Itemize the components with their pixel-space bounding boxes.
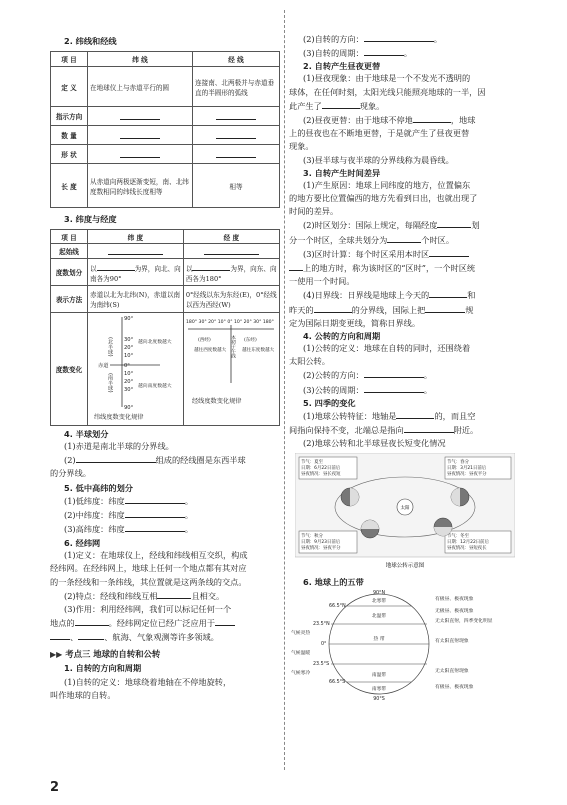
- zone-label: 北寒带: [371, 599, 387, 605]
- line-text: 个时区。: [421, 234, 455, 245]
- diagram-caption: 地球公转示意图: [385, 563, 425, 570]
- punct: 。: [184, 495, 193, 506]
- climate-label: 气候炎热: [291, 631, 311, 637]
- line-text: ，地球: [450, 115, 476, 126]
- fill-blank[interactable]: [204, 245, 259, 255]
- diagram-caption: 经线度数变化规律: [191, 398, 242, 405]
- zone-note: 无太阳直射，四季变化明显: [435, 619, 493, 625]
- fill-blank[interactable]: [364, 368, 424, 378]
- paragraph-line: 的分界线。: [50, 468, 91, 479]
- paragraph-line: (3)作用：利用经纬网，我们可以标记任何一个: [64, 604, 232, 615]
- tick-label: 90°: [124, 316, 134, 322]
- line-text: 和: [467, 290, 476, 301]
- box-text: 节气：春分: [447, 460, 469, 466]
- paragraph-line: [289, 113, 519, 127]
- paragraph-line: [289, 99, 519, 113]
- box-text: 昼夜情况：昼夜平分: [447, 472, 487, 478]
- box-text: 昼夜情况：昼长夜短: [301, 472, 341, 478]
- line-text: (2)时区划分：国际上规定，每隔经度: [303, 220, 438, 231]
- fill-blank[interactable]: [120, 110, 160, 120]
- paragraph-line: [289, 261, 519, 275]
- box-text: 日期：6月22日前后: [301, 466, 341, 472]
- right-column: [289, 0, 519, 706]
- earth-icon: [434, 518, 452, 536]
- punct: 。: [403, 48, 412, 59]
- line-text: 间指向保持不变，北端总是指向: [289, 425, 404, 436]
- punct: 。: [433, 34, 442, 44]
- fill-blank[interactable]: [125, 508, 185, 518]
- paragraph-line: [50, 589, 280, 603]
- earth-icon: [341, 488, 359, 506]
- tick-label: 10°: [124, 371, 134, 377]
- fill-blank[interactable]: [387, 233, 421, 243]
- paragraph-line: (1)定义：在地球仪上，经线和纬线相互交织，构成: [64, 550, 248, 561]
- cell-text: 为界，向东、向西各为180°: [185, 265, 277, 283]
- line-text: 组成的经线圈是东西半球: [155, 455, 246, 466]
- paragraph-line: 现象。: [289, 141, 314, 152]
- zone-note: 有极昼、极夜现象: [435, 597, 474, 603]
- zone-line-label: 90°N: [372, 591, 386, 597]
- item-label: (2)中纬度：: [64, 509, 109, 520]
- zone-line-label: 23.5°S: [313, 662, 330, 668]
- cell-text: 以: [185, 265, 193, 273]
- paragraph-line: [289, 288, 519, 302]
- paragraph-line: (2)地球公转和北半球昼夜长短变化情况: [303, 438, 446, 449]
- box-text: 日期：9月23日前后: [301, 540, 341, 546]
- fill-blank[interactable]: [97, 261, 135, 271]
- row-label: 度数变化: [51, 313, 88, 426]
- trend-note: 越向南度数越大: [138, 384, 172, 389]
- climate-label: 气候温暖: [291, 651, 311, 657]
- zone-line-label: 66.5°N: [329, 604, 346, 610]
- section-title: 2. 自转产生昼夜更替: [303, 61, 381, 72]
- fill-blank[interactable]: [50, 630, 70, 640]
- fill-blank[interactable]: [76, 453, 156, 463]
- box-text: 节气：秋分: [301, 534, 323, 540]
- fill-blank[interactable]: [437, 218, 471, 228]
- paragraph-line: 一使用一个时间。: [289, 276, 355, 287]
- paragraph-line: (1)公转的定义：地球在自转的同时，还围绕着: [303, 343, 471, 354]
- cell-text: 以: [90, 265, 97, 273]
- zone-line-label: 90°S: [373, 697, 385, 703]
- item-label: (3)高纬度：: [64, 524, 109, 535]
- fill-blank[interactable]: [289, 261, 303, 271]
- fill-blank[interactable]: [364, 46, 404, 56]
- fill-blank[interactable]: [216, 129, 256, 139]
- zone-note: 有极昼、极夜现象: [435, 685, 474, 691]
- orbit-diagram: [295, 453, 515, 571]
- paragraph-line: 上的昼夜也在不断地更替，于是就产生了昼夜更替: [289, 128, 470, 139]
- row-label: 度数划分: [51, 259, 88, 286]
- line-text: 。经纬网定位已经广泛应用于: [108, 618, 216, 629]
- punct: 。: [184, 509, 193, 520]
- item-prefix: (2): [64, 455, 76, 466]
- line-text: 附近。: [453, 425, 479, 436]
- fill-blank[interactable]: [215, 616, 235, 626]
- page-number: 2: [50, 780, 60, 795]
- longitude-diagram: [184, 313, 278, 423]
- paragraph-line: [289, 409, 519, 423]
- earth-icon: [451, 488, 469, 506]
- paragraph-line: [289, 218, 519, 232]
- hemisphere-label: (北半球): [107, 337, 113, 357]
- paragraph-line: [289, 32, 519, 46]
- zone-label: 热 带: [373, 637, 385, 643]
- paragraph-line: 经纬网。在经纬网上，地球上任何一个地点都有其对应: [50, 563, 247, 574]
- fill-blank[interactable]: [108, 245, 163, 255]
- earth-icon: [361, 520, 379, 538]
- box-text: 节气：冬至: [447, 534, 469, 540]
- cell-text: 为界，向北、向南各为90°: [90, 265, 181, 283]
- section-title: 2. 纬线和经线: [64, 36, 117, 46]
- fill-blank[interactable]: [120, 129, 160, 139]
- table-cell: 在地球仪上与赤道平行的圆: [88, 67, 193, 107]
- paragraph-line: [50, 453, 280, 467]
- line-text: 且相交。: [191, 590, 225, 601]
- fill-blank[interactable]: [429, 288, 467, 298]
- paragraph-line: 的地方要比位置偏西的地方先看到日出，也就出现了: [289, 193, 478, 204]
- paragraph-line: 的一条经线和一条纬线，其位置就是这两条线的交点。: [50, 576, 247, 587]
- fill-blank[interactable]: [404, 423, 454, 433]
- paragraph-line: [50, 508, 280, 522]
- paragraph-line: [289, 383, 519, 397]
- equator-label: 赤道: [98, 363, 109, 369]
- line-text: 昨天的: [289, 304, 314, 315]
- line-text: (4)日界线：日界线是地球上今天的: [303, 290, 430, 301]
- fill-blank[interactable]: [396, 409, 434, 419]
- section-title: 4. 半球划分: [64, 429, 109, 439]
- lat-lon-degree-table: [50, 229, 280, 426]
- fill-blank[interactable]: [125, 494, 185, 504]
- zone-note: 无太阳直射现象: [435, 669, 469, 675]
- zone-label: 北温带: [371, 614, 387, 620]
- row-label: 形 状: [51, 145, 88, 164]
- paragraph-line: [289, 46, 519, 60]
- fill-blank[interactable]: [78, 630, 104, 640]
- prime-meridian-label: 本初子午线: [230, 335, 236, 358]
- fill-blank[interactable]: [314, 303, 352, 313]
- row-label: 指示方向: [51, 107, 88, 126]
- table-header: 纬 线: [88, 52, 193, 67]
- tick-label: 30°: [124, 387, 134, 393]
- box-text: 昼夜情况：昼短夜长: [447, 546, 487, 552]
- table-header: 经 线: [193, 52, 280, 67]
- table-cell: 相等: [193, 164, 280, 208]
- tick-label: 30°: [124, 337, 134, 343]
- line-text: 划: [471, 220, 480, 231]
- table-header: 纬 度: [88, 230, 184, 244]
- line-text: (3)区时计算：每个时区采用本时区: [303, 248, 430, 259]
- trend-note: 越往西度数越大: [193, 348, 226, 353]
- table-cell: 连接南、北两极并与赤道垂直的半圆形的弧线: [193, 67, 280, 107]
- zone-note: 有太阳直射现象: [435, 639, 469, 645]
- hemisphere-label: (西经): [197, 338, 211, 343]
- paragraph-line: [289, 368, 519, 382]
- box-text: 日期：3月21日前后: [447, 466, 487, 472]
- paragraph-line: [50, 522, 280, 536]
- fill-blank[interactable]: [216, 110, 256, 120]
- section-title: 3. 纬度与经度: [64, 214, 117, 224]
- line-text: (2)特点：经线和纬线互相: [64, 590, 158, 601]
- line-text: 的分界线，国际上把: [351, 304, 426, 315]
- hemisphere-label: (南半球): [107, 373, 113, 393]
- line-text: 、航海、气象观测等许多领域。: [104, 632, 219, 643]
- tick-label: 90°: [124, 405, 134, 411]
- paragraph-line: [289, 423, 519, 437]
- table-cell: 0°经线以东为东经(E)，0°经线以西为西经(W): [183, 286, 279, 313]
- punct: 。: [184, 524, 193, 535]
- paragraph-line: (1)产生原因：地球上同纬度的地方，位置偏东: [303, 179, 471, 190]
- paragraph-line: 定为国际日期变更线，简称日界线。: [289, 317, 421, 328]
- line-text: (2)昼夜更替：由于地球不停地: [303, 115, 413, 126]
- fill-blank[interactable]: [216, 148, 256, 158]
- line-text: 分一个时区，全球共划分为: [289, 234, 388, 245]
- tick-label: 180° 30° 20° 10° 0° 10° 20° 30° 180°: [185, 320, 274, 325]
- line-text: 现象。: [359, 100, 385, 111]
- line-text: 上的地方时，称为该时区的“区时”，一个时区统: [303, 263, 476, 274]
- lat-lon-line-table: [50, 51, 280, 208]
- row-label: 长 度: [51, 164, 88, 208]
- fill-blank[interactable]: [364, 383, 424, 393]
- tick-label: 10°: [124, 353, 134, 359]
- fill-blank[interactable]: [364, 32, 434, 42]
- fill-blank[interactable]: [125, 522, 185, 532]
- section-title: 5. 四季的变化: [303, 397, 356, 408]
- sun-label: 太阳: [400, 506, 410, 512]
- line-text: (3)公转的周期：: [303, 384, 364, 395]
- paragraph-line: 太阳公转。: [289, 356, 330, 367]
- paragraph-line: [50, 616, 280, 630]
- climate-label: 气候寒冷: [291, 671, 311, 677]
- paragraph-line: 叫作地球的自转。: [50, 689, 116, 700]
- paragraph-line: 球体，在任何时刻，太阳光线只能照亮地球的一半，因: [289, 86, 486, 97]
- column-divider: [284, 10, 285, 770]
- zone-label: 南温带: [371, 673, 387, 679]
- section-title: 4. 公转的方向和周期: [303, 331, 381, 342]
- fill-blank[interactable]: [429, 247, 469, 257]
- fill-blank[interactable]: [120, 148, 160, 158]
- section-title: 6. 地球上的五带: [303, 577, 364, 588]
- paragraph-line: (1)昼夜现象：由于地球是一个不发光不透明的: [303, 73, 471, 84]
- fill-blank[interactable]: [192, 261, 230, 271]
- line-text: 此产生了: [289, 100, 322, 111]
- zone-note: 无极昼、极夜现象: [435, 609, 474, 615]
- box-text: 昼夜情况：昼夜平分: [301, 546, 341, 552]
- line-text: (1)地球公转特征：地轴是: [303, 410, 397, 421]
- section-title: 6. 经纬网: [64, 538, 101, 549]
- row-label: 定 义: [51, 67, 88, 107]
- trend-note: 越往东度数越大: [241, 348, 274, 353]
- line-text: 地点的: [50, 618, 75, 629]
- zone-label: 南寒带: [371, 687, 387, 693]
- item-text: 纬度: [108, 509, 125, 520]
- paragraph-line: (3)昼半球与夜半球的分界线称为晨昏线。: [303, 154, 454, 165]
- trend-note: 越向北度数越大: [138, 340, 172, 345]
- kaodian-heading: [50, 648, 280, 660]
- zone-line-label: 23.5°N: [313, 622, 330, 628]
- heading-text: 考点三 地球的自转和公转: [65, 648, 161, 659]
- five-zones-diagram: [289, 590, 509, 702]
- section-title: 5. 低中高纬的划分: [64, 482, 133, 493]
- table-cell: 从赤道向两极逐渐变短，南、北纬度数相同的纬线长度相等: [88, 164, 193, 208]
- line-text: (2)自转的方向：: [303, 34, 364, 44]
- line-text: (3)自转的周期：: [303, 48, 364, 59]
- paragraph-line: [289, 247, 519, 261]
- tick-label: 20°: [124, 379, 134, 385]
- row-label: 数 量: [51, 126, 88, 145]
- left-column: [50, 0, 280, 702]
- tick-label: 20°: [124, 345, 134, 351]
- double-arrow-icon: ▶▶: [50, 649, 63, 659]
- fill-blank[interactable]: [75, 616, 109, 626]
- diagram-caption: 纬线度数变化规律: [94, 414, 144, 421]
- line-text: 规: [465, 304, 474, 315]
- fill-blank[interactable]: [322, 99, 360, 109]
- item-text: 纬度: [108, 524, 125, 535]
- fill-blank[interactable]: [413, 113, 451, 123]
- paragraph-line: [50, 630, 280, 644]
- paragraph-line: (1)自转的定义：地球绕着地轴在不停地旋转，: [64, 676, 232, 687]
- table-header: 项 目: [51, 52, 88, 67]
- hemisphere-label: (东经): [243, 338, 257, 343]
- punct: 。: [423, 370, 432, 381]
- item-label: (1)低纬度：: [64, 495, 109, 506]
- box-text: 日期：12月22日前后: [447, 540, 489, 546]
- table-cell: 赤道以北为北纬(N)，赤道以南为南纬(S): [88, 286, 184, 313]
- table-header: 经 度: [183, 230, 279, 244]
- paragraph-line: (1)赤道是南北半球的分界线。: [64, 441, 174, 451]
- row-label: 表示方法: [51, 286, 88, 313]
- line-text: 、: [70, 632, 79, 643]
- line-text: (2)公转的方向：: [303, 370, 364, 381]
- paragraph-line: [289, 233, 519, 247]
- fill-blank[interactable]: [425, 303, 465, 313]
- zone-line-label: 0°: [321, 642, 327, 648]
- table-header: 项 目: [51, 230, 88, 244]
- line-text: 的，而且空: [434, 410, 476, 421]
- box-text: 节气：夏至: [301, 460, 323, 466]
- punct: 。: [423, 384, 432, 395]
- paragraph-line: 时间的差异。: [289, 206, 339, 217]
- row-label: 起始线: [51, 244, 88, 259]
- latitude-diagram: [88, 313, 182, 423]
- paragraph-line: [50, 494, 280, 508]
- zone-line-label: 66.5°S: [329, 680, 346, 686]
- fill-blank[interactable]: [157, 589, 191, 599]
- item-text: 纬度: [108, 495, 125, 506]
- paragraph-line: [289, 303, 519, 317]
- section-title: 1. 自转的方向和周期: [64, 662, 142, 673]
- section-title: 3. 自转产生时间差异: [303, 167, 381, 178]
- tick-label: 0°: [124, 363, 130, 369]
